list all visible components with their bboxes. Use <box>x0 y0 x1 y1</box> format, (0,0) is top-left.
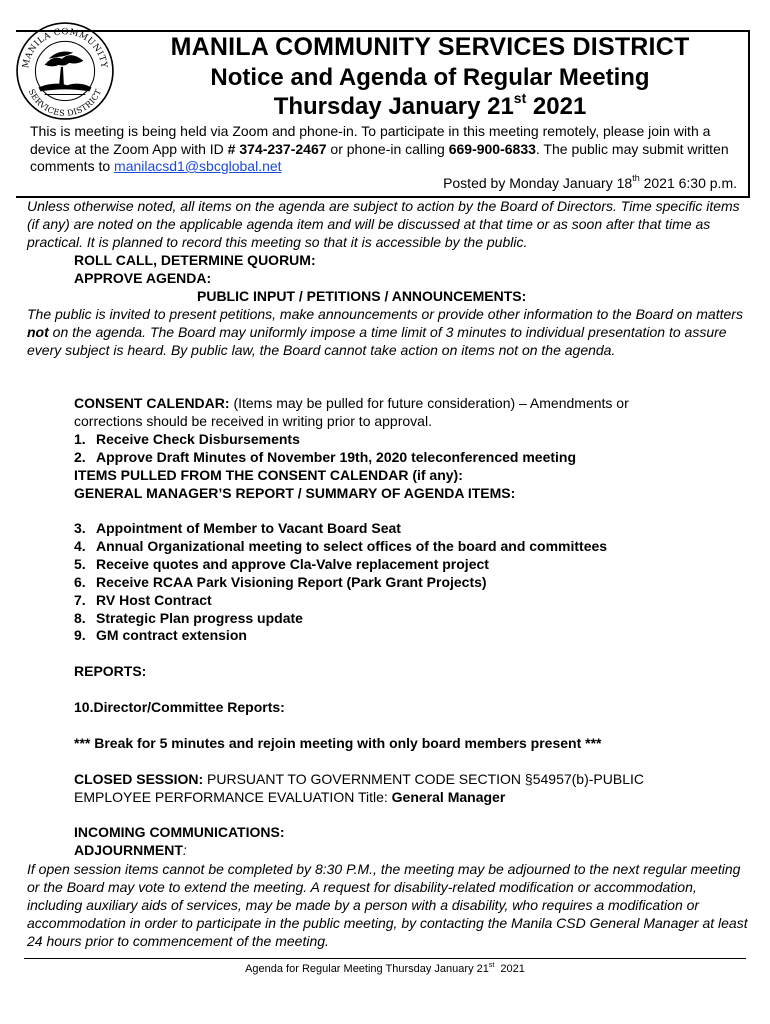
district-title: MANILA COMMUNITY SERVICES DISTRICT <box>170 33 690 61</box>
agenda-item: 8. Strategic Plan progress update <box>74 610 303 626</box>
zoom-meeting-id: # 374-237-2467 <box>227 140 327 157</box>
consent-calendar-note: corrections should be received in writing prior to approval. <box>74 413 432 429</box>
reports-heading: REPORTS: <box>74 663 147 679</box>
break-note: *** Break for 5 minutes and rejoin meeting with only board members present *** <box>74 735 602 751</box>
closed-session-detail: EMPLOYEE PERFORMANCE EVALUATION Title: General Manager <box>74 789 506 805</box>
intro-paragraph: Unless otherwise noted, all items on the agenda are subject to action by the Board of Directors. Time specific items (if any) are noted on the applicable agenda item and will be discussed at that time or as soon after that time as practical. It is planned to record this meeting so that it is accessible by the public. <box>27 198 740 250</box>
meeting-date: Thursday January 21st 2021 <box>273 90 587 120</box>
public-input-paragraph: The public is invited to present petitions, make announcements or provide other information to the Board on matters not on the agenda. The Board may uniformly impose a time limit of 3 minutes to individual presentation to assure every subject is heard. By public law, the Board cannot take action on items not on the agenda. <box>27 306 743 358</box>
posted-date: Posted by Monday January 18th 2021 6:30 p.m. <box>443 173 737 191</box>
agenda-item: 9. GM contract extension <box>74 627 247 643</box>
email-link[interactable]: manilacsd1@sbcglobal.net <box>114 158 282 174</box>
agenda-item: 6. Receive RCAA Park Visioning Report (Park Grant Projects) <box>74 574 487 590</box>
gm-report-heading: GENERAL MANAGER’S REPORT / SUMMARY OF AGENDA ITEMS: <box>74 485 516 501</box>
incoming-communications-heading: INCOMING COMMUNICATIONS: <box>74 824 285 840</box>
consent-calendar-heading: CONSENT CALENDAR: (Items may be pulled for future consideration) – Amendments or <box>74 395 629 411</box>
closed-session-heading: CLOSED SESSION: PURSUANT TO GOVERNMENT CODE SECTION §54957(b)-PUBLIC <box>74 771 644 787</box>
agenda-item: 7. RV Host Contract <box>74 592 212 608</box>
seal-text-top: MANILA COMMUNITY <box>21 27 109 70</box>
public-input-heading: PUBLIC INPUT / PETITIONS / ANNOUNCEMENTS: <box>197 288 527 304</box>
approve-agenda-heading: APPROVE AGENDA: <box>74 270 212 286</box>
consent-item: 2. Approve Draft Minutes of November 19th, 2020 teleconferenced meeting <box>74 449 577 465</box>
agenda-item: 5. Receive quotes and approve Cla-Valve replacement project <box>74 556 489 572</box>
roll-call-heading: ROLL CALL, DETERMINE QUORUM: <box>74 252 316 268</box>
footer-rule <box>24 958 746 959</box>
items-pulled-heading: ITEMS PULLED FROM THE CONSENT CALENDAR (if any): <box>74 467 463 483</box>
closing-paragraph: If open session items cannot be completed by 8:30 P.M., the meeting may be adjourned to the next regular meeting or the Board may vote to extend the meeting. A request for disability-related modification or accommodation, including auxiliary aids of services, may be made by a person with a disability, who requires a modification or accommodation in order to participate in the public meeting, by contacting the Manila CSD General Manager at least 24 hours prior to commencement of the meeting. <box>27 861 748 949</box>
phone-number: 669-900-6833 <box>448 140 536 157</box>
consent-item: 1. Receive Check Disbursements <box>74 431 300 447</box>
agenda-item: 4. Annual Organizational meeting to select offices of the board and committees <box>74 538 608 554</box>
page-footer: Agenda for Regular Meeting Thursday January 21st 2021 <box>245 962 525 975</box>
agenda-item: 3. Appointment of Member to Vacant Board Seat <box>74 520 401 536</box>
meeting-subtitle: Notice and Agenda of Regular Meeting <box>210 64 650 91</box>
director-reports-item: 10.Director/Committee Reports: <box>74 699 285 715</box>
zoom-notice: This is meeting is being held via Zoom and phone-in. To participate in this meeting remotely, please join with a device at the Zoom App with ID # 374-237-2467 or phone-in calling 669-900-6833. The public may submit written comments to manilacsd1@sbcglobal.net <box>30 123 729 174</box>
adjournment-heading: ADJOURNMENT: <box>74 842 187 858</box>
seal-text-bottom: SERVICES DISTRICT <box>26 87 104 118</box>
